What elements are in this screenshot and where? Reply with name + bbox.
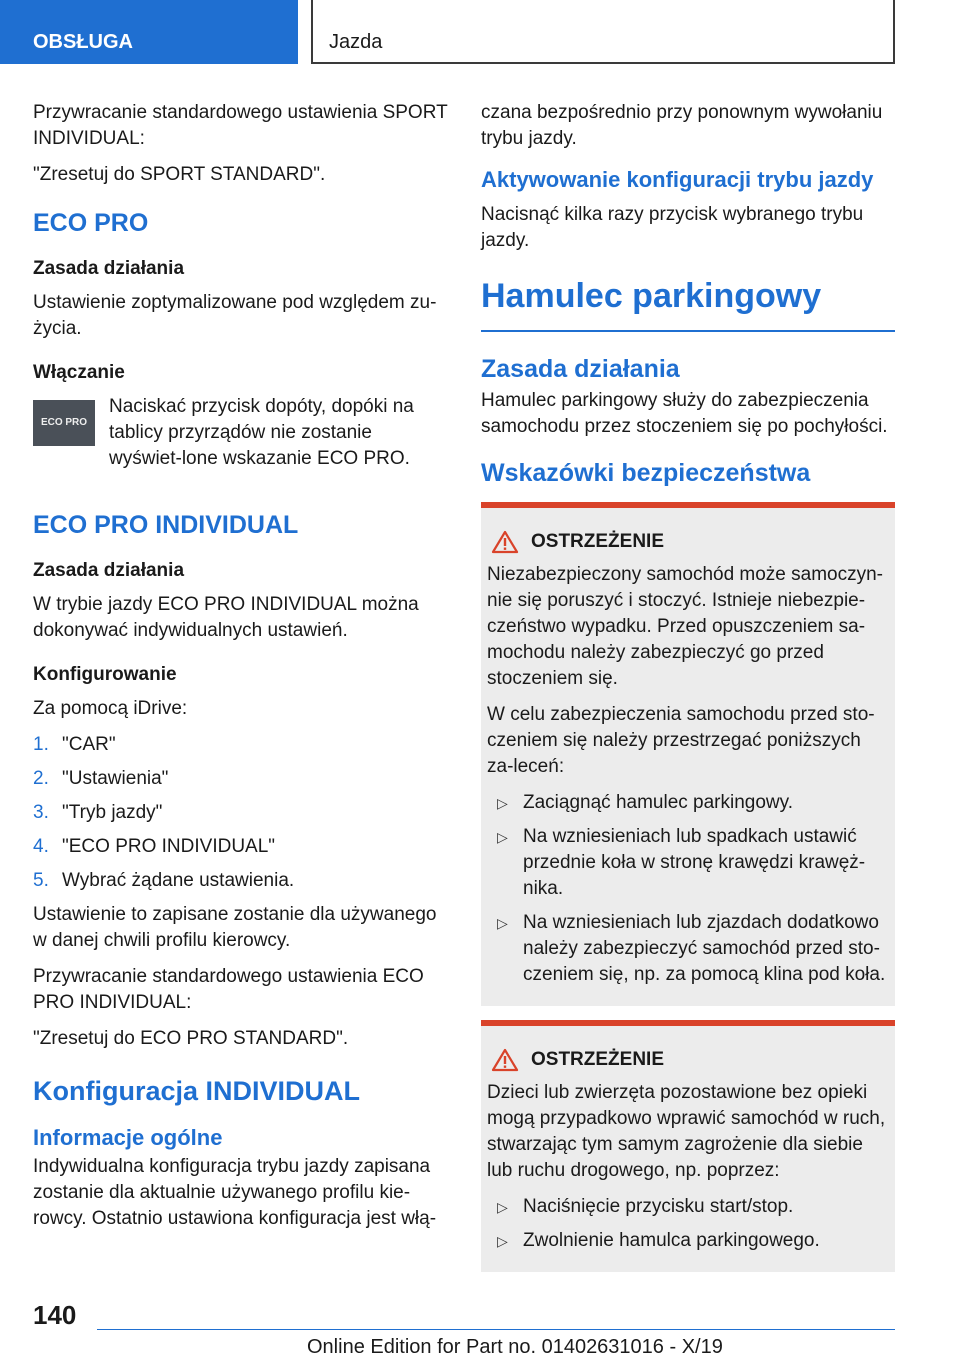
list-item: ▷ Na wzniesieniach lub zjazdach dodatkowo należy zabezpieczyć samochód przed sto-czeniem się, np. za pomocą klina pod koła. bbox=[487, 910, 889, 988]
bullet-triangle-icon: ▷ bbox=[497, 1199, 508, 1215]
section-heading-safety: Wskazówki bezpieczeństwa bbox=[481, 459, 811, 487]
paragraph: "Zresetuj do SPORT STANDARD". bbox=[33, 164, 326, 185]
chapter-heading-parking-brake: Hamulec parkingowy bbox=[481, 276, 895, 332]
section-heading: Zasada działania bbox=[481, 355, 680, 383]
warning-triangle-icon bbox=[491, 530, 519, 554]
paragraph: W trybie jazdy ECO PRO INDIVIDUAL można dokonywać indywidualnych ustawień. bbox=[33, 594, 419, 641]
warning-box bbox=[481, 502, 895, 1006]
paragraph: Dzieci lub zwierzęta pozostawione bez opieki mogą przypadkowo wprawić samochód w ruch, stwarzając tym samym zagrożenie dla siebie lub ruchu drogowego, np. poprzez: bbox=[487, 1082, 886, 1181]
list-item: 1. "CAR" bbox=[33, 734, 116, 755]
footer-edition: Online Edition for Part no. 01402631016 - X/19 bbox=[307, 1336, 723, 1358]
warning-title: OSTRZEŻENIE bbox=[487, 530, 889, 554]
list-item: 4. "ECO PRO INDIVIDUAL" bbox=[33, 836, 276, 857]
paragraph: Przywracanie standardowego ustawienia ECO PRO INDIVIDUAL: bbox=[33, 966, 424, 1013]
paragraph: Niezabezpieczony samochód może samoczyn-nie się poruszyć i stoczyć. Istnieje niebezpie-czeństwo wypadku. Przed opuszczeniem sa-mochodu należy zabezpieczyć go przed stoczeniem się. bbox=[487, 564, 884, 689]
paragraph: Nacisnąć kilka razy przycisk wybranego trybu jazdy. bbox=[481, 204, 864, 251]
footer-divider bbox=[97, 1329, 895, 1330]
paragraph: W celu zabezpieczenia samochodu przed sto-czeniem się należy przestrzegać poniższych za-leceń: bbox=[487, 704, 875, 777]
warning-box bbox=[481, 1020, 895, 1272]
steps-list bbox=[33, 732, 448, 894]
eco-enable-block bbox=[33, 394, 448, 482]
right-column bbox=[481, 100, 895, 1272]
list-item: 3. "Tryb jazdy" bbox=[33, 802, 163, 823]
list-item: 2. "Ustawienia" bbox=[33, 768, 169, 789]
warning-list bbox=[487, 790, 889, 988]
paragraph: Indywidualna konfiguracja trybu jazdy zapisana zostanie dla aktualnie używanego profilu kie-rowcy. Ostatnio ustawiona konfiguracja jest włą- bbox=[33, 1156, 437, 1229]
eco-pro-button-image: ECO PRO bbox=[33, 400, 95, 446]
bullet-triangle-icon: ▷ bbox=[497, 795, 508, 811]
paragraph: Ustawienie zoptymalizowane pod względem zu-życia. bbox=[33, 292, 437, 339]
page-number: 140 bbox=[33, 1300, 77, 1330]
subheading: Konfigurowanie bbox=[33, 664, 177, 685]
warning-list bbox=[487, 1194, 889, 1254]
list-item: 5. Wybrać żądane ustawienia. bbox=[33, 870, 295, 891]
bullet-triangle-icon: ▷ bbox=[497, 915, 508, 931]
chapter-tab: Jazda bbox=[311, 0, 895, 64]
list-item: ▷ Na wzniesieniach lub spadkach ustawić przednie koła w stronę krawędzi krawęż-nika. bbox=[487, 824, 889, 902]
subheading: Włączanie bbox=[33, 362, 125, 383]
section-tab: OBSŁUGA bbox=[0, 0, 298, 64]
warning-title: OSTRZEŻENIE bbox=[487, 1048, 889, 1072]
paragraph: czana bezpośrednio przy ponownym wywołaniu trybu jazdy. bbox=[481, 102, 883, 149]
paragraph: Naciskać przycisk dopóty, dopóki na tablicy przyrządów nie zostanie wyświet-lone wskazanie ECO PRO. bbox=[109, 396, 414, 469]
subheading: Zasada działania bbox=[33, 560, 185, 581]
section-heading-eco-pro-individual: ECO PRO INDIVIDUAL bbox=[33, 511, 299, 539]
subsection-heading: Aktywowanie konfiguracji trybu jazdy bbox=[481, 167, 874, 192]
left-column bbox=[33, 100, 448, 1242]
warning-triangle-icon bbox=[491, 1048, 519, 1072]
paragraph: Ustawienie to zapisane zostanie dla używanego w danej chwili profilu kierowcy. bbox=[33, 904, 437, 951]
paragraph: Za pomocą iDrive: bbox=[33, 698, 188, 719]
bullet-triangle-icon: ▷ bbox=[497, 1233, 508, 1249]
paragraph: "Zresetuj do ECO PRO STANDARD". bbox=[33, 1028, 349, 1049]
subsection-heading: Informacje ogólne bbox=[33, 1125, 223, 1150]
section-heading-eco-pro: ECO PRO bbox=[33, 209, 149, 237]
subheading: Zasada działania bbox=[33, 258, 185, 279]
list-item: ▷ Zwolnienie hamulca parkingowego. bbox=[487, 1228, 889, 1254]
list-item: ▷ Naciśnięcie przycisku start/stop. bbox=[487, 1194, 889, 1220]
list-item: ▷ Zaciągnąć hamulec parkingowy. bbox=[487, 790, 889, 816]
paragraph: Hamulec parkingowy służy do zabezpieczenia samochodu przez stoczeniem się po pochyłości. bbox=[481, 390, 888, 437]
section-heading-individual: Konfiguracja INDIVIDUAL bbox=[33, 1076, 361, 1106]
paragraph: Przywracanie standardowego ustawienia SPORT INDIVIDUAL: bbox=[33, 102, 448, 149]
bullet-triangle-icon: ▷ bbox=[497, 829, 508, 845]
